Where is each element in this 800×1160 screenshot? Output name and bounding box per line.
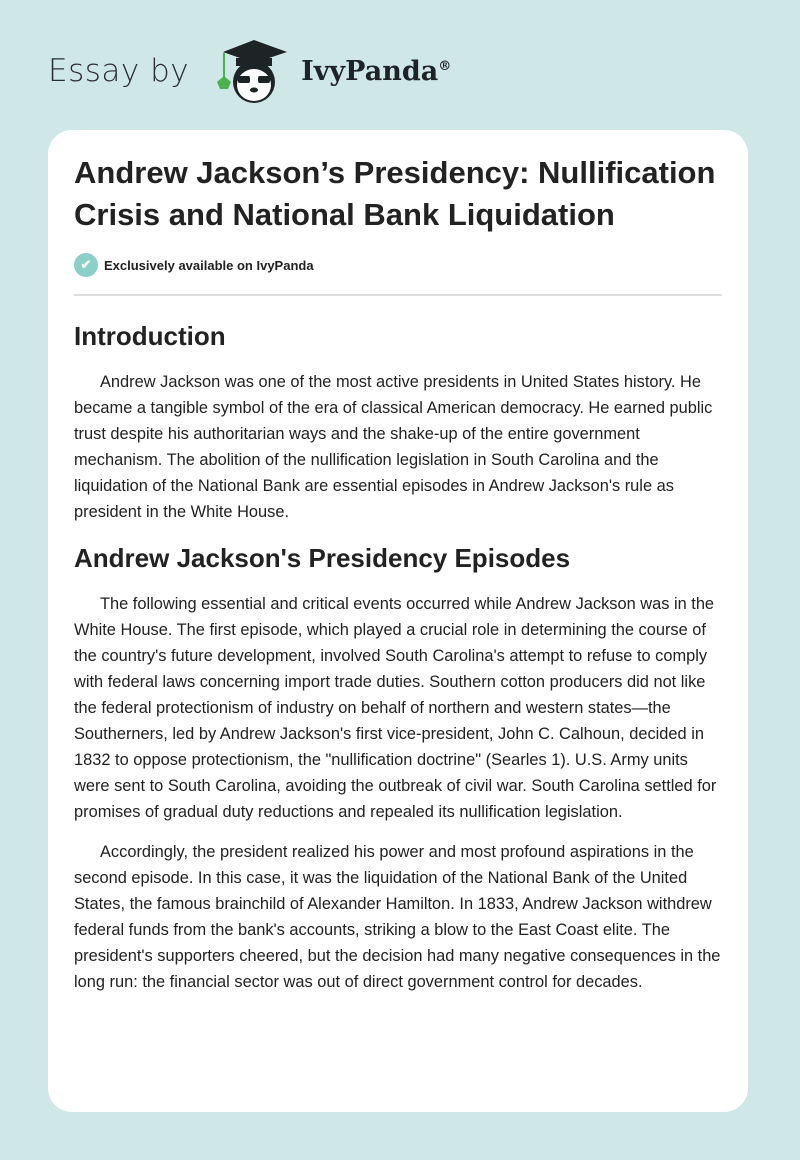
site-header xyxy=(48,36,451,106)
check-icon: ✔ xyxy=(74,253,98,277)
brand-text: IvyPanda xyxy=(301,55,439,87)
registered-mark: ® xyxy=(438,58,452,74)
brand-name xyxy=(301,56,451,87)
exclusive-badge xyxy=(74,253,722,277)
ivypanda-logo-icon[interactable] xyxy=(211,36,297,106)
paragraph: The following essential and critical events occurred while Andrew Jackson was in the White House. The first episode, which played a crucial role in determining the course of the country's future development, involved South Carolina's attempt to refuse to comply with federal laws concerning import trade duties. Southern cotton producers did not like the federal protectionism of industry on behalf of northern and western states—the Southerners, led by Andrew Jackson's first vice-president, John C. Calhoun, decided in 1832 to oppose protectionism, the "nullification doctrine" (Searles 1). U.S. Army units were sent to South Carolina, avoiding the outbreak of civil war. South Carolina settled for promises of gradual duty reductions and repealed its nullification legislation. xyxy=(74,595,717,821)
page-title: Andrew Jackson’s Presidency: Nullification Crisis and National Bank Liquidation xyxy=(74,155,716,232)
essay-by-label: Essay by xyxy=(48,53,190,89)
essay-card xyxy=(48,130,748,1112)
section-heading: Andrew Jackson's Presidency Episodes xyxy=(74,543,571,573)
paragraph: Andrew Jackson was one of the most active presidents in United States history. He became a tangible symbol of the era of classical American democracy. He earned public trust despite his authoritarian ways and the shake-up of the entire government mechanism. The abolition of the nullification legislation in South Carolina and the liquidation of the National Bank are essential episodes in Andrew Jackson's rule as president in the White House. xyxy=(74,373,713,521)
divider xyxy=(74,294,722,296)
section-heading: Introduction xyxy=(74,321,226,351)
badge-label: Exclusively available on IvyPanda xyxy=(104,257,314,273)
paragraph: Accordingly, the president realized his power and most profound aspirations in the second episode. In this case, it was the liquidation of the National Bank of the United States, the famous brainchild of Alexander Hamilton. In 1833, Andrew Jackson withdrew federal funds from the bank's accounts, striking a blow to the East Coast elite. The president's supporters cheered, but the decision had many negative consequences in the long run: the financial sector was out of direct government control for decades. xyxy=(74,843,721,991)
